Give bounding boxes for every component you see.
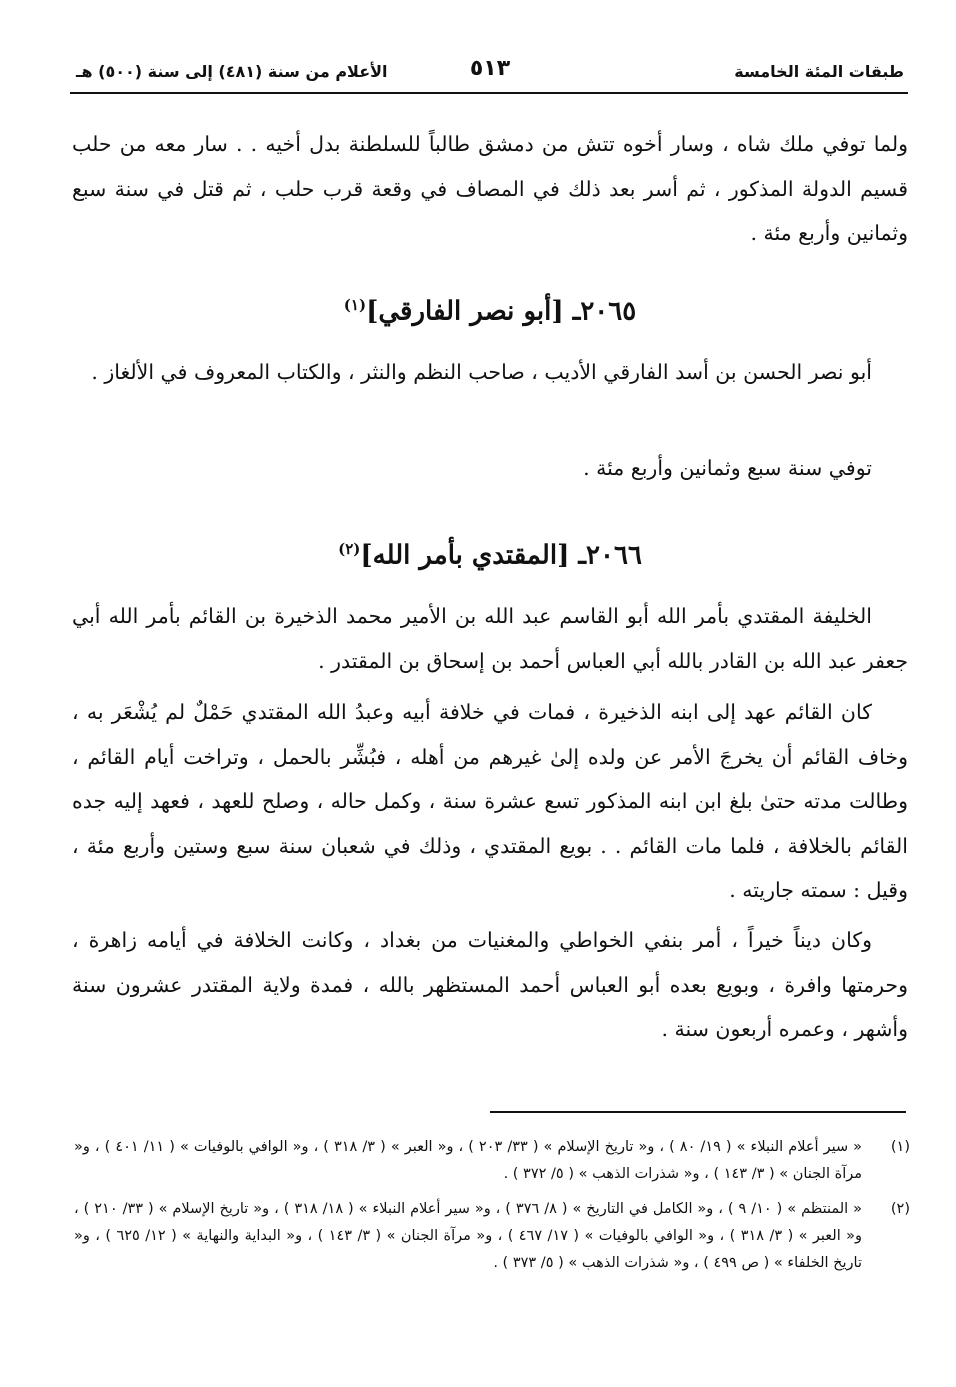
- entry-2065-paragraph-1: أبو نصر الحسن بن أسد الفارقي الأديب ، صاحب النظم والنثر ، والكتاب المعروف في الألغاز .: [91, 360, 872, 384]
- header-divider: [70, 92, 908, 94]
- footnote-number: (٢): [890, 1201, 910, 1217]
- entry-heading-text: ٢٠٦٥ـ [أبو نصر الفارقي]: [366, 296, 637, 327]
- entry-2065-paragraph-2: توفي سنة سبع وثمانين وأربع مئة .: [583, 456, 872, 480]
- footnote: [74, 1196, 910, 1277]
- entry-2066-paragraph-3: وكان ديناً خيراً ، أمر بنفي الخواطي والمغنيات من بغداد ، وكانت الخلافة في أيامه زاهرة ، وحرمتها وافرة ، وبويع بعده أبو العباس أحمد المستظهر بالله ، فمدة ولاية المقتدر عشرون سنة وأشهر ، وعمره أربعون سنة .: [72, 928, 908, 1041]
- header-range-title: الأعلام من سنة (٤٨١) إلى سنة (٥٠٠) هـ: [76, 62, 388, 81]
- entry-heading-2066: [72, 540, 908, 571]
- header-section-title: طبقات المئة الخامسة: [734, 62, 904, 81]
- entry-2066-paragraph-1: الخليفة المقتدي بأمر الله أبو القاسم عبد الله بن الأمير محمد الذخيرة بن القائم بأمر الله أبي جعفر عبد الله بن القادر بالله أبي العباس أحمد بن إسحاق بن المقتدر .: [72, 604, 908, 673]
- entry-2066-paragraph-2: كان القائم عهد إلى ابنه الذخيرة ، فمات في خلافة أبيه وعبدُ الله المقتدي حَمْلٌ لم يُشْعَر به ، وخاف القائم أن يخرجَ الأمر عن ولده إلىٰ غيرهم من أهله ، فبُشِّر بالحمل ، وتراخت أيام القائم ، وطالت مدته حتىٰ بلغ ابن ابنه المذكور تسع عشرة سنة ، وكمل حاله ، وصلح للعهد ، فعهد إليه جده القائم بالخلافة ، فلما مات القائم . . بويع المقتدي ، وذلك في شعبان سنة سبع وستين وأربع مئة ، وقيل : سمته جاريته .: [72, 700, 908, 902]
- footnote-text: « المنتظم » ( ١٠/ ٩ ) ، و« الكامل في التاريخ » ( ٨/ ٣٧٦ ) ، و« سير أعلام النبلاء » ( ١٨/ ٣١٨ ) ، و« تاريخ الإسلام » ( ٣٣/ ٢١٠ ) ، و« العبر » ( ٣/ ٣١٨ ) ، و« الوافي بالوفيات » ( ١٧/ ٤٦٧ ) ، و« مرآة الجنان » ( ٣/ ١٤٣ ) ، و« البداية والنهاية » ( ١٢/ ٦٢٥ ) ، و« تاريخ الخلفاء » ( ص ٤٩٩ ) ، و« شذرات الذهب » ( ٥/ ٣٧٣ ) .: [74, 1201, 863, 1271]
- footnote-divider: [490, 1111, 906, 1113]
- footnote-number: (١): [890, 1139, 910, 1155]
- running-header: [72, 56, 908, 90]
- footnote-text: « سير أعلام النبلاء » ( ١٩/ ٨٠ ) ، و« تاريخ الإسلام » ( ٣٣/ ٢٠٣ ) ، و« العبر » ( ٣/ ٣١٨ ) ، و« الوافي بالوفيات » ( ١١/ ٤٠١ ) ، و« مرآة الجنان » ( ٣/ ١٤٣ ) ، و« شذرات الذهب » ( ٥/ ٣٧٢ ) .: [74, 1139, 863, 1182]
- entry-heading-text: ٢٠٦٦ـ [المقتدي بأمر الله]: [360, 540, 642, 571]
- footnote-ref: (١): [343, 296, 367, 314]
- footnote: [74, 1134, 910, 1188]
- footnote-ref: (٢): [338, 540, 361, 558]
- continued-paragraph: ولما توفي ملك شاه ، وسار أخوه تتش من دمشق طالباً للسلطنة بدل أخيه . . سار معه من حلب قسيم الدولة المذكور ، ثم أسر بعد ذلك في المصاف في وقعة قرب حلب ، ثم قتل في سنة سبع وثمانين وأربع مئة .: [72, 132, 908, 245]
- page-number: ٥١٣: [469, 56, 511, 81]
- entry-heading-2065: [72, 296, 908, 327]
